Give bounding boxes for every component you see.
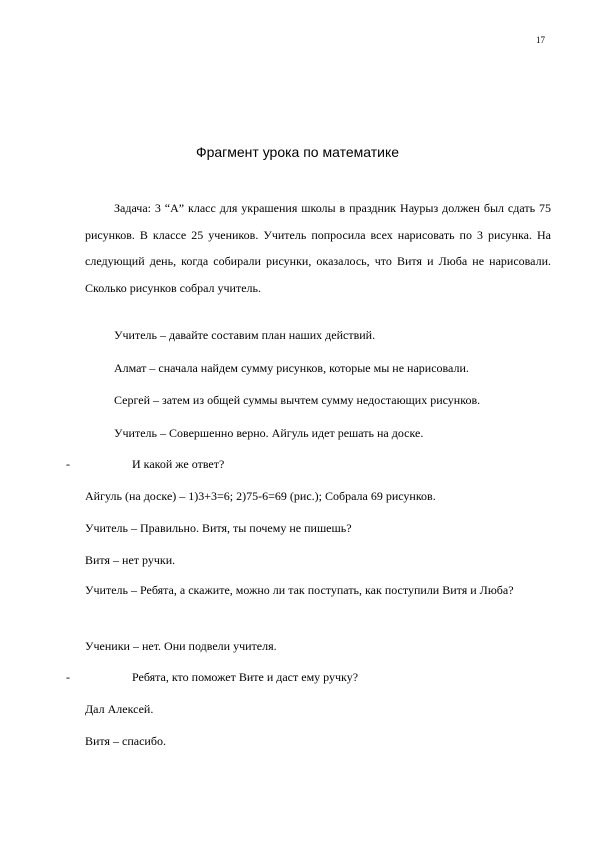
page-number: 17 [536, 35, 545, 45]
dialogue-line-who-helps: Ребята, кто поможет Вите и даст ему ручку? [132, 670, 359, 684]
dialogue-line-teacher-plan: Учитель – давайте составим план наших действий. [114, 328, 376, 342]
dialogue-line-almat: Алмат – сначала найдем сумму рисунков, которые мы не нарисовали. [114, 361, 469, 375]
dialogue-line-question-answer: И какой же ответ? [132, 457, 225, 471]
dialogue-line-teacher-vitya: Учитель – Правильно. Витя, ты почему не пишешь? [85, 521, 352, 535]
dialogue-line-teacher-correct: Учитель – Совершенно верно. Айгуль идет решать на доске. [114, 426, 424, 440]
dash-marker: - [66, 457, 70, 471]
dialogue-line-students: Ученики – нет. Они подвели учителя. [85, 639, 277, 653]
dialogue-line-teacher-ask: Учитель – Ребята, а скажите, можно ли так поступать, как поступили Витя и Люба? [85, 583, 514, 597]
task-paragraph: Задача: 3 “А” класс для украшения школы в праздник Наурыз должен был сдать 75 рисунков. В классе 25 учеников. Учитель попросила всех нарисовать по 3 рисунка. На следующий день, когда собирали рисунки, оказалось, что Витя и Люба не нарисовали. Сколько рисунков собрал учитель. [85, 201, 551, 295]
dialogue-line-aleksey: Дал Алексей. [85, 702, 154, 716]
dialogue-line-aigul: Айгуль (на доске) – 1)3+3=6; 2)75-6=69 (рис.); Собрала 69 рисунков. [85, 489, 436, 503]
dialogue-line-sergey: Сергей – затем из общей суммы вычтем сумму недостающих рисунков. [114, 393, 481, 407]
dialogue-line-vitya-thanks: Витя – спасибо. [85, 734, 166, 748]
page-title: Фрагмент урока по математике [195, 144, 400, 160]
dialogue-line-vitya-no-pen: Витя – нет ручки. [85, 553, 176, 567]
dash-marker: - [66, 670, 70, 684]
